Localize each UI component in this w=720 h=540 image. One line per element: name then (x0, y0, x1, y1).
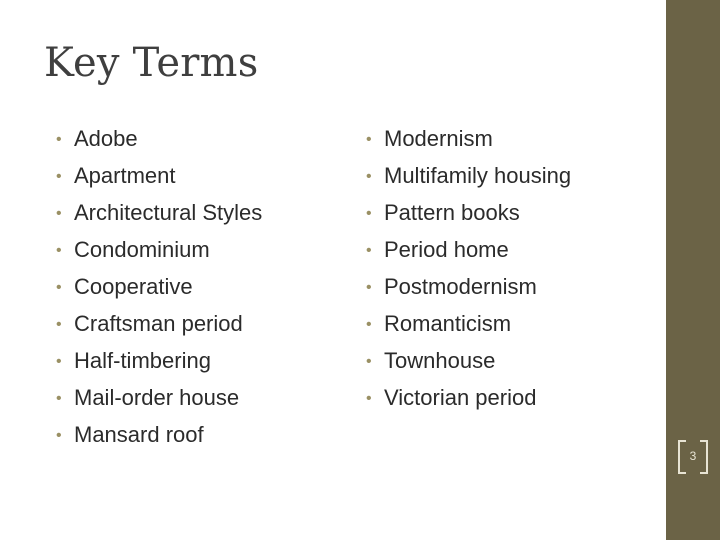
terms-list-left (56, 120, 262, 453)
page-number-badge (678, 438, 708, 474)
term-label: Victorian period (384, 385, 537, 410)
list-item (366, 379, 571, 416)
list-item (56, 379, 262, 416)
bullet-icon: • (366, 390, 372, 407)
slide-title: Key Terms (44, 40, 259, 86)
bullet-icon: • (56, 279, 62, 296)
right-bracket-icon (700, 440, 708, 474)
list-item (56, 305, 262, 342)
term-label: Architectural Styles (74, 200, 263, 225)
list-item (56, 120, 262, 157)
term-label: Postmodernism (384, 274, 537, 299)
term-label: Mansard roof (74, 422, 204, 447)
bullet-icon: • (366, 353, 372, 370)
term-label: Mail-order house (74, 385, 240, 410)
bullet-icon: • (56, 242, 62, 259)
terms-list-right (366, 120, 571, 416)
list-item (366, 268, 571, 305)
list-item (56, 157, 262, 194)
list-item (56, 231, 262, 268)
term-label: Modernism (384, 126, 493, 151)
list-item (366, 194, 571, 231)
list-item (366, 157, 571, 194)
bullet-icon: • (56, 205, 62, 222)
term-label: Multifamily housing (384, 163, 572, 188)
list-item (56, 416, 262, 453)
term-label: Craftsman period (74, 311, 243, 336)
term-label: Condominium (74, 237, 210, 262)
bullet-icon: • (56, 353, 62, 370)
term-label: Period home (384, 237, 509, 262)
bullet-icon: • (366, 168, 372, 185)
list-item (56, 194, 262, 231)
page-number: 3 (689, 449, 697, 463)
left-bracket-icon (678, 440, 686, 474)
term-label: Apartment (74, 163, 176, 188)
bullet-icon: • (366, 279, 372, 296)
term-label: Half-timbering (74, 348, 211, 373)
term-label: Romanticism (384, 311, 512, 336)
list-item (56, 268, 262, 305)
bullet-icon: • (56, 390, 62, 407)
bullet-icon: • (56, 131, 62, 148)
bullet-icon: • (366, 131, 372, 148)
term-label: Cooperative (74, 274, 193, 299)
term-label: Pattern books (384, 200, 520, 225)
list-item (366, 120, 571, 157)
list-item (56, 342, 262, 379)
bullet-icon: • (366, 242, 372, 259)
bullet-icon: • (56, 427, 62, 444)
list-item (366, 305, 571, 342)
term-label: Townhouse (384, 348, 496, 373)
bullet-icon: • (366, 316, 372, 333)
bullet-icon: • (366, 205, 372, 222)
bullet-icon: • (56, 168, 62, 185)
bullet-icon: • (56, 316, 62, 333)
list-item (366, 342, 571, 379)
list-item (366, 231, 571, 268)
term-label: Adobe (74, 126, 138, 151)
